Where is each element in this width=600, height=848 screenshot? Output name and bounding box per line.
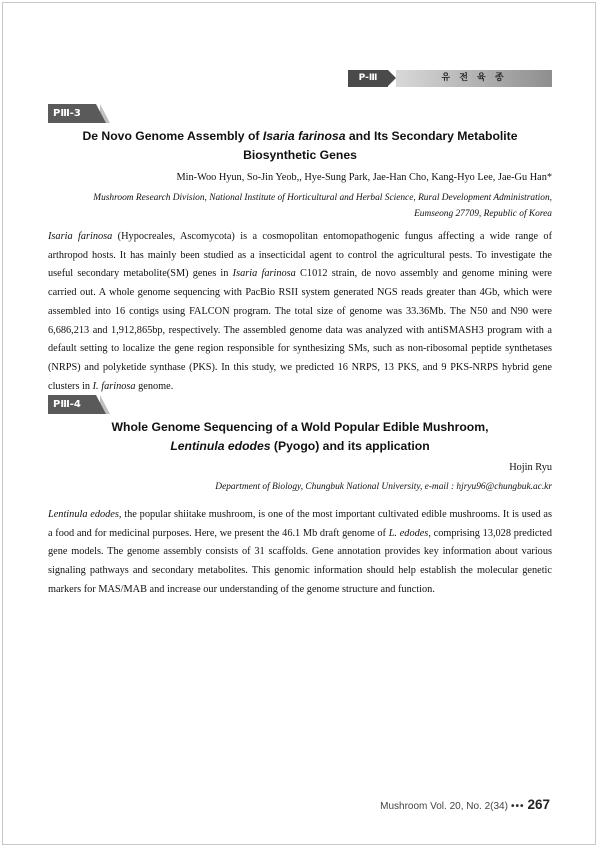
- article-abstract: [48, 506, 552, 600]
- article-affiliation: [48, 479, 552, 495]
- title-species: Lentinula edodes: [170, 439, 271, 453]
- section-arrow-icon: [388, 70, 396, 86]
- species-name: Isaria farinosa: [232, 268, 296, 280]
- affiliation-line: Department of Biology, Chungbuk National University, e-mail : hjryu96@chungbuk.ac.kr: [215, 482, 552, 492]
- species-name: Isaria farinosa: [48, 231, 113, 242]
- affiliation-line: Eumseong 27709, Republic of Korea: [414, 209, 552, 219]
- abstract-text: C1012 strain, de novo assembly and genome mining were carried out. A whole genome sequencing with PacBio RSII system generated NGS reads greater than 4Gb, which were assembled into 16 contigs using FALCON program. The total size of genome was 33.36Mb. The N50 and N90 were 6,686,213 and 1,912,865bp, respectively. The assembled genome data was analyzed with antiSMASH3 program with a default setting to localize the gene region responsible for synthesizing SMs, such as non-ribosomal peptide synthetases (NRPS) and polyketide synthase (PKS). In this study, we predicted 16 NRPS, 13 PKS, and 9 PKS-NRPS hybrid gene clusters in: [48, 268, 552, 392]
- article-authors: Hojin Ryu: [509, 462, 552, 473]
- page-number: 267: [527, 797, 550, 812]
- section-topic: 유 전 육 종: [396, 70, 552, 87]
- article-tag-label: PⅢ-3: [48, 104, 96, 123]
- abstract-text: , comprising 13,028 predicted gene models. The genome assembly consists of 31 scaffolds. Gene annotation provides key information about various signaling pathways and secondary metabolites. This genomic information should help establish the molecular genetic markers for MAS/MAB and increase our understanding of the genome structure and function.: [48, 527, 553, 595]
- article-abstract: [48, 228, 552, 396]
- article-affiliation: [48, 190, 552, 222]
- article-title: [48, 418, 552, 456]
- title-species: Isaria farinosa: [262, 129, 346, 143]
- tag-slant-icon: [96, 395, 106, 414]
- species-name: I. farinosa: [92, 380, 136, 392]
- affiliation-line: Mushroom Research Division, National Institute of Horticultural and Herbal Science, Rural Development Administration,: [93, 193, 552, 203]
- footer-dots: •••: [510, 801, 525, 812]
- section-header: [348, 70, 552, 87]
- title-part: and Its Secondary Metabolite: [345, 129, 518, 143]
- tag-slant-icon: [96, 104, 106, 123]
- title-part: (Pyogo) and its application: [270, 439, 430, 453]
- species-name: L. edodes: [388, 527, 429, 539]
- article-tag-label: PⅢ-4: [48, 395, 96, 414]
- abstract-text: (Hypocreales, Ascomycota) is a cosmopolitan entomopathogenic fungus affecting a wide range of arthropod hosts. It has mainly been studied as a insecticidal agent to control the agricultural pests. To investigate the useful secondary metabolite(SM) genes in: [48, 231, 552, 280]
- article-tag: [48, 104, 108, 123]
- article-tag: [48, 395, 108, 414]
- abstract-text: the popular shiitake mushroom, is one of the most important cultivated edible mushrooms. It is used as a food and for medicinal purposes. Here, we present the 46.1 Mb draft genome of: [48, 509, 552, 539]
- article-authors: Min-Woo Hyun, So-Jin Yeob,, Hye-Sung Park, Jae-Han Cho, Kang-Hyo Lee, Jae-Gu Han*: [176, 172, 552, 183]
- page-footer: [380, 797, 550, 812]
- title-part: De Novo Genome Assembly of: [82, 129, 263, 143]
- title-line-2: Biosynthetic Genes: [243, 148, 357, 162]
- species-name: Lentinula edodes,: [48, 509, 122, 520]
- title-line-1: Whole Genome Sequencing of a Wold Popular Edible Mushroom,: [111, 420, 489, 434]
- journal-citation: Mushroom Vol. 20, No. 2(34): [380, 801, 508, 812]
- section-code: P-Ⅲ: [348, 70, 388, 87]
- abstract-text: genome.: [135, 380, 174, 392]
- article-title: [48, 127, 552, 165]
